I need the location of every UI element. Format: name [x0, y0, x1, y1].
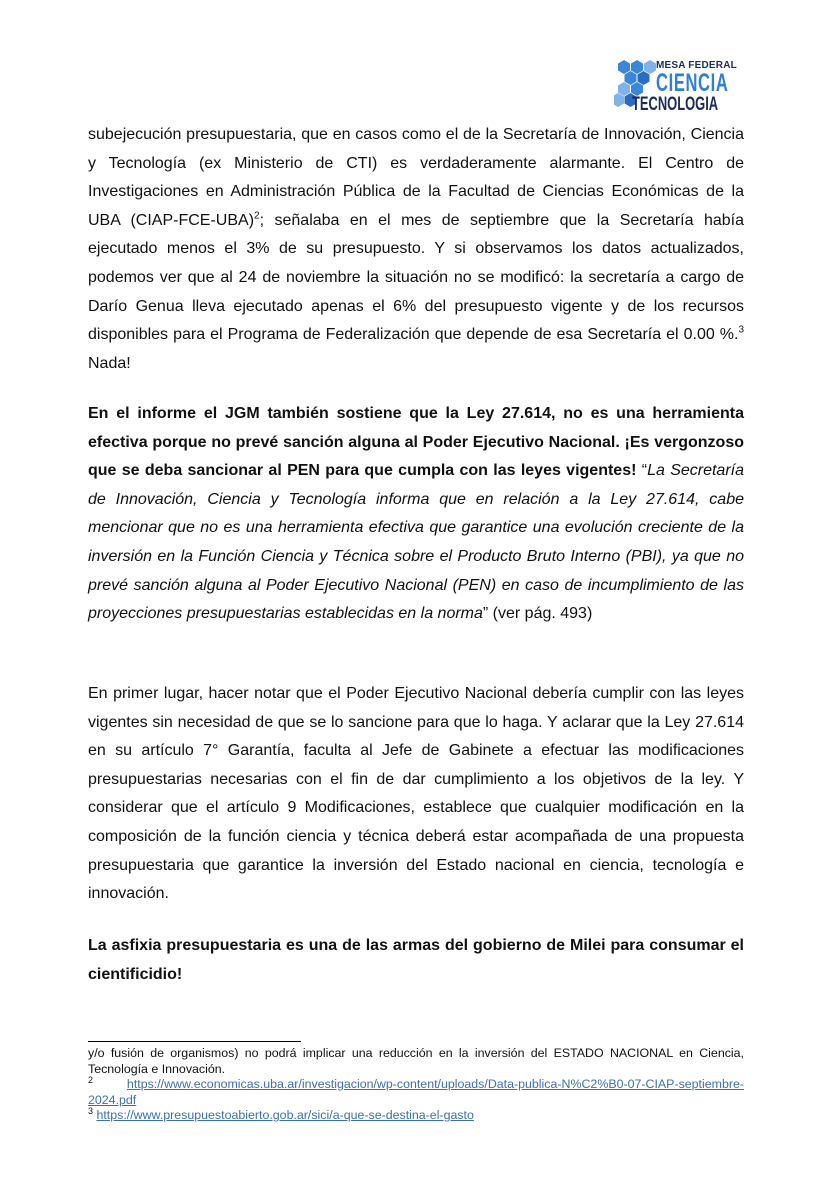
- paragraph-primer-lugar: En primer lugar, hacer notar que el Poder Ejecutivo Nacional debería cumplir con las leyes vigentes sin necesidad de que se lo sancione para que lo haga. Y aclarar que la Ley 27.614 en su artículo 7° Garantía, faculta al Jefe de Gabinete a efectuar las modificaciones presupuestarias necesarias con el fin de dar cumplimiento a los objetivos de la ley. Y considerar que el artículo 9 Modificaciones, establece que cualquier modificación en la composición de la función ciencia y técnica deberá estar acompañada de una propuesta presupuestaria que garantice la inversión del Estado nacional en ciencia, tecnología e innovación.: [88, 685, 744, 903]
- footnote-3-number: 3: [88, 1105, 94, 1116]
- logo-line-2: CIENCIA: [656, 69, 729, 97]
- footnote-ref-2: 2: [254, 210, 260, 222]
- footnote-divider: [88, 1041, 301, 1042]
- paragraph1-text-a: subejecución presupuestaria, que en casos como el de la Secretaría de Innovación, Ciencia y Tecnología (ex Ministerio de CTI) es verdaderamente alarmante. El Centro de Investigaciones en Administración Pública de la Facultad de Ciencias Económicas de la UBA (CIAP-FCE-UBA): [88, 126, 744, 229]
- paragraph-conclusion: La asfixia presupuestaria es una de las armas del gobierno de Milei para consumar el cientificidio!: [88, 937, 744, 983]
- footnote-ref-3: 3: [738, 324, 744, 336]
- logo-line-1: MESA FEDERAL: [656, 60, 737, 71]
- paragraph2-quote: La Secretaría de Innovación, Ciencia y Tecnología informa que en relación a la Ley 27.614, cabe mencionar que no es una herramienta efectiva que garantice una evolución creciente de la inversión en la Función Ciencia y Técnica sobre el Producto Bruto Interno (PBI), ya que no prevé sanción alguna al Poder Ejecutivo Nacional (PEN) en caso de incumplimiento de las proyecciones presupuestarias establecidas en la norma: [88, 462, 745, 623]
- paragraph1-text-c: Nada!: [88, 354, 131, 372]
- footnote-2-number: 2: [88, 1074, 94, 1085]
- footnotes: [88, 1046, 744, 1124]
- paragraph1-text-b: ; señalaba en el mes de septiembre que la Secretaría había ejecutado menos el 3% de su presupuesto. Y si observamos los datos actualizados, podemos ver que al 24 de noviembre la situación no se modificó: la secretaría a cargo de Darío Genua lleva ejecutado apenas el 6% del presupuesto vigente y de los recursos disponibles para el Programa de Federalización que depende de esa Secretaría el 0.00 %.: [88, 211, 745, 344]
- footnote-2: [88, 1074, 744, 1108]
- logo-line-3: TECNOLOGIA: [632, 94, 719, 115]
- paragraph-subejecucion: [88, 121, 744, 378]
- footnote-3: [88, 1105, 744, 1124]
- footnote-3-link[interactable]: https://www.presupuestoabierto.gob.ar/sici/a-que-se-destina-el-gasto: [96, 1108, 474, 1122]
- footnote-2-link[interactable]: https://www.economicas.uba.ar/investigacion/wp-content/uploads/Data-publica-N%C2%B0-07-CIAP-septiembre-2024.pdf: [88, 1077, 744, 1107]
- paragraph2-close: ” (ver pág. 493): [482, 605, 593, 623]
- paragraph-informe-jgm: [88, 400, 744, 629]
- open-quote: “: [641, 462, 648, 480]
- footnote-continuation: y/o fusión de organismos) no podrá implicar una reducción en la inversión del ESTADO NACIONAL en Ciencia, Tecnología e Innovación.: [88, 1046, 744, 1076]
- paragraph2-bold: En el informe el JGM también sostiene que la Ley 27.614, no es una herramienta efectiva porque no prevé sanción alguna al Poder Ejecutivo Nacional. ¡Es vergonzoso que se deba sancionar al PEN para que cumpla con las leyes vigentes!: [88, 405, 744, 480]
- mesa-federal-logo: [614, 50, 754, 120]
